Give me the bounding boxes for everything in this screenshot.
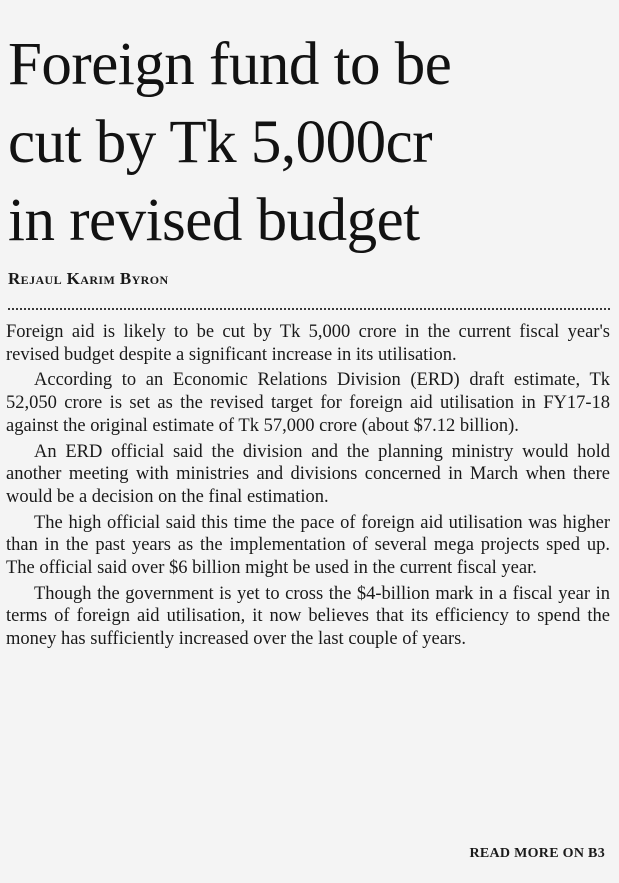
article-body [6, 321, 610, 654]
paragraph: The high official said this time the pace of foreign aid utilisation was higher than in the past years as the implementation of several mega projects sped up. The official said over $6 billion might be used in the current fiscal year. [6, 512, 610, 579]
paragraph: Foreign aid is likely to be cut by Tk 5,000 crore in the current fiscal year's revised budget despite a significant increase in its utilisation. [6, 322, 610, 365]
dotted-divider [8, 308, 610, 310]
read-more-link[interactable]: READ MORE ON B3 [469, 846, 605, 861]
paragraph: According to an Economic Relations Division (ERD) draft estimate, Tk 52,050 crore is set as the revised target for foreign aid utilisation in FY17-18 against the original estimate of Tk 57,000 crore (about $7.12 billion). [6, 370, 610, 436]
paragraph: Though the government is yet to cross the $4-billion mark in a fiscal year in terms of foreign aid utilisation, it now believes that its efficiency to spend the money has sufficiently increased over the last couple of years. [6, 583, 610, 650]
headline-line: cut by Tk 5,000cr [8, 109, 433, 176]
headline [8, 26, 608, 260]
byline: Rejaul Karim Byron [8, 269, 169, 288]
paragraph: An ERD official said the division and the planning ministry would hold another meeting with ministries and divisions concerned in March when there would be a decision on the final estimation. [6, 441, 610, 507]
headline-line: Foreign fund to be [8, 31, 452, 98]
headline-line: in revised budget [8, 187, 420, 254]
